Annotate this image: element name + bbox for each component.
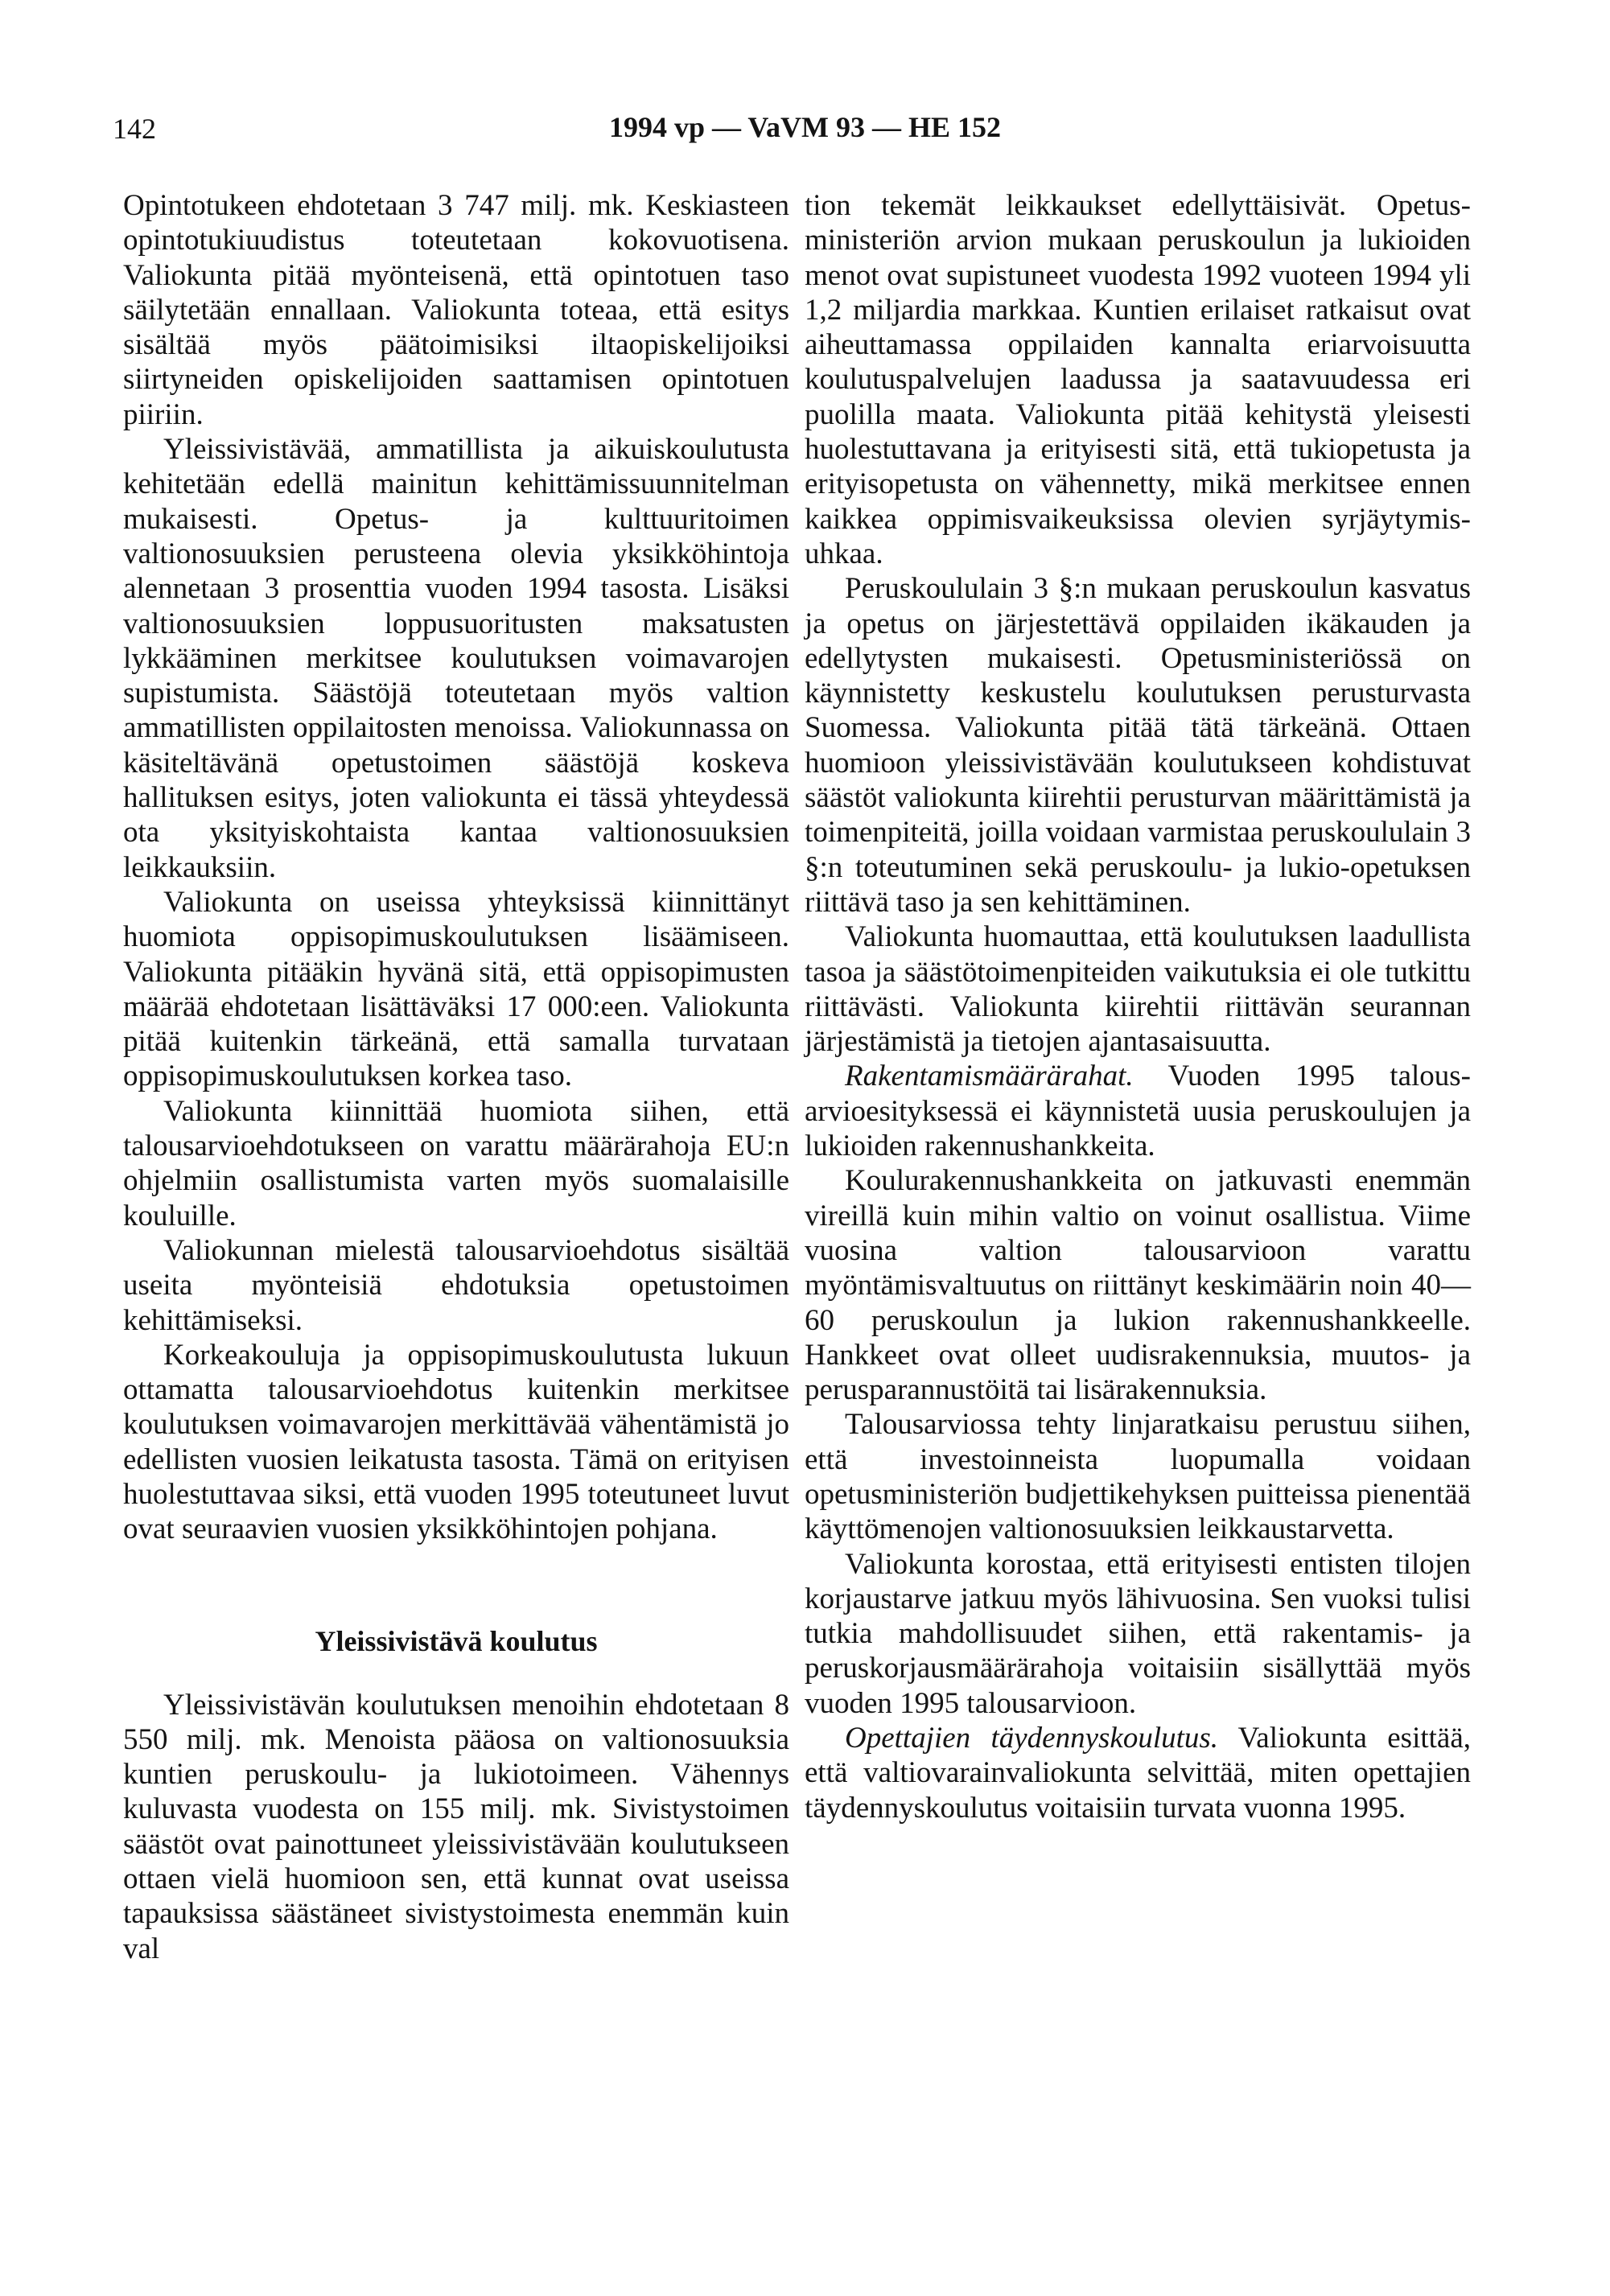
run-in-heading: Opettajien täydennyskoulutus.: [845, 1722, 1219, 1755]
paragraph-peruskoululaki: Peruskoululain 3 §:n mukaan peruskoulun kasvatus ja opetus on järjestettävä oppilaiden ikäkauden ja edellytysten mukaisesti. Opetusministeriössä on käynnistetty keskustelu koulutuksen perusturvasta Suomessa. Valiokunta pitää tätä tärkeänä. Ottaen huomioon yleissivistävään koulutukseen kohdistuvat säästöt valiokunta kiirehtii perusturvan määrittämistä ja toimenpiteitä, joilla voidaan varmistaa peruskoululain 3 §:n toteutuminen sekä peruskoulu- ja lukio-opetuksen riittävä taso ja sen kehittäminen.: [805, 572, 1471, 919]
paragraph-yleissivistava: Yleissivistävää, ammatillista ja aikuiskoulutusta kehitetään edellä mainitun kehittämissuunnitelman mukaisesti. Opetus- ja kulttuuritoimen valtionosuuksien perusteena olevia yksikköhintoja alennetaan 3 prosenttia vuoden 1994 tasosta. Lisäksi valtionosuuksien loppusuoritusten maksatusten lykkääminen merkitsee koulutuksen voimavarojen supistumista. Säästöjä toteutetaan myös valtion ammatillisten oppilaitosten menoissa. Valiokunnassa on käsiteltävänä opetustoimen säästöjä koskeva hallituksen esitys, joten valiokunta ei tässä yhteydessä ota yksityiskohtaista kantaa valtionosuuksien leikkauksiin.: [123, 433, 789, 884]
paragraph-koulurakennushankkeet: Koulurakennushankkeita on jatkuvasti enemmän vireillä kuin mihin valtio on voinut osallistua. Viime vuosina valtion talousarvioon varattu myöntämisvaltuutus on riittänyt keskimäärin noin 40—60 peruskoulun ja lukion rakennushankkeelle. Hankkeet ovat olleet uudisrakennuksia, muutos- ja perusparannustöitä tai lisärakennuksia.: [805, 1164, 1471, 1407]
section-heading: Yleissivistävä koulutus: [315, 1624, 598, 1657]
paragraph-taydennyskoulutus: [805, 1721, 1471, 1825]
paragraph-rakentamismaararahat: [805, 1059, 1471, 1163]
paragraph-oppisopimus: Valiokunta on useissa yhteyksissä kiinnittänyt huomiota oppisopimuskoulutuksen lisäämiseen. Valiokunta pitääkin hyvänä sitä, että oppisopimusten määrää ehdotetaan lisättäväksi 17 000:een. Valiokunta pitää kuitenkin tärkeänä, että samalla turvataan oppisopimuskoulutuksen korkea taso.: [123, 885, 789, 1093]
paragraph-voimavarat: Korkeakouluja ja oppisopimuskoulutusta lukuun ottamatta talousarvioehdotus kuitenkin merkitsee koulutuksen voimavarojen merkittävää vähentämistä jo edellisten vuosien leikatusta tasosta. Tämä on erityisen huolestuttavaa siksi, että vuoden 1995 toteutuneet luvut ovat seuraavien vuosien yksikköhintojen pohjana.: [123, 1338, 789, 1546]
page-number: 142: [113, 113, 156, 145]
run-in-text: Valiokunta esittää, että valtiovarainvaliokunta selvittää, miten opettajien täydennyskoulutus voitaisiin turvata vuonna 1995.: [805, 1722, 1471, 1825]
paragraph-laadullinen-taso: Valiokunta huomauttaa, että koulutuksen laadullista tasoa ja säästötoimenpiteiden vaikutuksia ei ole tutkittu riittävästi. Valiokunta kiirehtii riittävän seurannan järjestämistä ja tietojen ajantasaisuutta.: [805, 920, 1471, 1059]
paragraph-korjaustarve: Valiokunta korostaa, että erityisesti entisten tilojen korjaustarve jatkuu myös lähivuosina. Sen vuoksi tulisi tutkia mahdollisuudet siihen, että rakentamis- ja peruskorjausmäärärahoja voitaisiin sisällyttää myös vuoden 1995 talousarvioon.: [805, 1547, 1471, 1720]
paragraph-opintotuki: Opintotukeen ehdotetaan 3 747 milj. mk. Keskiasteen opintotukiuudistus toteutetaan kokovuotisena. Valiokunta pitää myönteisenä, että opintotuen taso säilytetään ennallaan. Valiokunta toteaa, että esitys sisältää myös päätoimisiksi iltaopiskelijoiksi siirtyneiden opiskelijoiden saattamisen opintotuen piiriin.: [123, 189, 789, 431]
paragraph-eu-ohjelmat: Valiokunta kiinnittää huomiota siihen, että talousarvioehdotukseen on varattu määrärahoja EU:n ohjelmiin osallistumista varten myös suomalaisille kouluille.: [123, 1094, 789, 1232]
left-column: [123, 188, 789, 1966]
paragraph-myonteiset-ehdotukset: Valiokunnan mielestä talousarvioehdotus sisältää useita myönteisiä ehdotuksia opetustoimen kehittämiseksi.: [123, 1233, 789, 1337]
paragraph-menot: Yleissivistävän koulutuksen menoihin ehdotetaan 8 550 milj. mk. Menoista pääosa on valtionosuuksia kuntien peruskoulu- ja lukiotoimeen. Vähennys kuluvasta vuodesta on 155 milj. mk. Sivistystoimen säästöt ovat painottuneet yleissivistävään koulutukseen ottaen vielä huomioon sen, että kunnat ovat useissa tapauksissa säästäneet sivistystoimesta enemmän kuin val: [123, 1688, 789, 1965]
run-in-text: Vuoden 1995 talousarvioesityksessä ei käynnistetä uusia peruskoulujen ja lukioiden rakennushankkeita.: [805, 1060, 1471, 1163]
right-column: [805, 188, 1471, 1825]
paragraph-continuation: tion tekemät leikkaukset edellyttäisivät. Opetusministeriön arvion mukaan peruskoulun ja lukioiden menot ovat supistuneet vuodesta 1992 vuoteen 1994 yli 1,2 miljardia markkaa. Kuntien erilaiset ratkaisut ovat aiheuttamassa oppilaiden kannalta eriarvoisuutta koulutuspalvelujen laadussa ja saatavuudessa eri puolilla maata. Valiokunta pitää kehitystä yleisesti huolestuttavana ja erityisesti sitä, että tukiopetusta ja erityisopetusta on vähennetty, mikä merkitsee ennen kaikkea oppimisvaikeuksissa olevien syrjäytymisuhkaa.: [805, 189, 1471, 570]
running-header: 1994 vp — VaVM 93 — HE 152: [608, 111, 1002, 143]
run-in-heading: Rakentamismäärärahat.: [845, 1060, 1134, 1093]
paragraph-linjaratkaisu: Talousarviossa tehty linjaratkaisu perustuu siihen, että investoinneista luopumalla voidaan opetusministeriön budjettikehyksen puitteissa pienentää käyttömenojen valtionosuuksien leikkaustarvetta.: [805, 1408, 1471, 1546]
